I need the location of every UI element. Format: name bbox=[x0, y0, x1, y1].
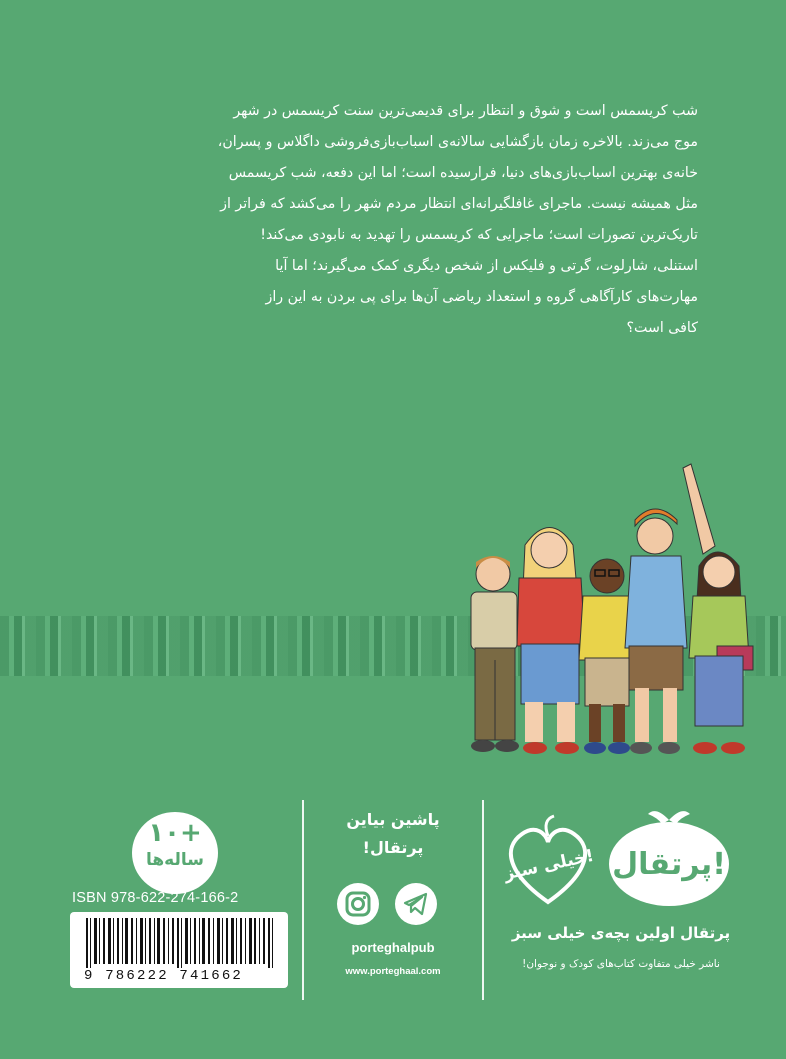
blurb-line: مهارت‌های کارآگاهی گروه و استعداد ریاضی آن‌ها برای پی بردن به این راز bbox=[265, 289, 698, 305]
kid-boy-yellow bbox=[579, 559, 635, 754]
blurb-line: خانه‌ی بهترین اسباب‌بازی‌های دنیا، فرارسیده است؛ اما این دفعه، شب کریسمس bbox=[228, 165, 698, 181]
footer-divider bbox=[302, 800, 304, 1000]
blurb-line: استنلی، شارلوت، گرتی و فلیکس از شخص دیگری کمک می‌گیرند؛ اما آیا bbox=[275, 258, 698, 274]
back-cover-blurb bbox=[118, 96, 698, 344]
blurb-line: شب کریسمس است و شوق و انتظار برای قدیمی‌ترین سنت کریسمس در شهر bbox=[233, 103, 698, 119]
kid-girl-red bbox=[517, 528, 585, 755]
barcode-digits: 9 786222 741662 bbox=[84, 968, 244, 984]
instagram-icon[interactable] bbox=[336, 882, 380, 926]
barcode bbox=[70, 912, 288, 988]
age-badge bbox=[132, 812, 218, 894]
barcode-bars bbox=[84, 918, 276, 968]
social-handle[interactable]: porteghalpub bbox=[351, 940, 435, 955]
publisher-logo bbox=[598, 806, 740, 914]
publisher-subtagline: ناشر خیلی متفاوت کتاب‌های کودک و نوجوان! bbox=[522, 958, 720, 970]
logo-text: پرتقال! bbox=[612, 847, 726, 882]
khili-sabz-logo bbox=[498, 814, 598, 914]
blurb-line: موج می‌زند. بالاخره زمان بازگشایی سالانه‌ی اسباب‌بازی‌فروشی داگلاس و پسران، bbox=[217, 134, 698, 150]
blurb-line: تاریک‌ترین تصورات است؛ ماجرایی که کریسمس را تهدید به نابودی می‌کند! bbox=[260, 227, 698, 243]
slogan-line-2: پرتقال! bbox=[362, 838, 424, 857]
blurb-line: کافی است؟ bbox=[626, 320, 698, 336]
telegram-icon[interactable] bbox=[394, 882, 438, 926]
publisher-tagline: پرتقال اولین بچه‌ی خیلی سبز bbox=[511, 924, 731, 942]
orange-logo-icon bbox=[598, 806, 740, 910]
age-number: +۱۰ bbox=[148, 818, 202, 848]
heart-logo-icon bbox=[498, 814, 598, 910]
kid-girl-green bbox=[689, 552, 753, 754]
kids-illustration bbox=[455, 450, 765, 770]
age-label: ساله‌ها bbox=[146, 850, 204, 870]
publisher-slogan bbox=[318, 806, 468, 862]
blurb-line: مثل همیشه نیست. ماجرای غافلگیرانه‌ای انتظار مردم شهر را می‌کشد که فراتر از bbox=[220, 196, 698, 212]
website-link[interactable]: www.porteghaal.com bbox=[345, 966, 441, 977]
slogan-line-1: پاشین بیاین bbox=[346, 810, 440, 829]
alt-logo-text: خیلی سبز! bbox=[502, 845, 596, 885]
kid-boy-khaki bbox=[471, 556, 519, 752]
footer-divider bbox=[482, 800, 484, 1000]
isbn-text: ISBN 978-622-274-166-2 bbox=[72, 890, 239, 906]
